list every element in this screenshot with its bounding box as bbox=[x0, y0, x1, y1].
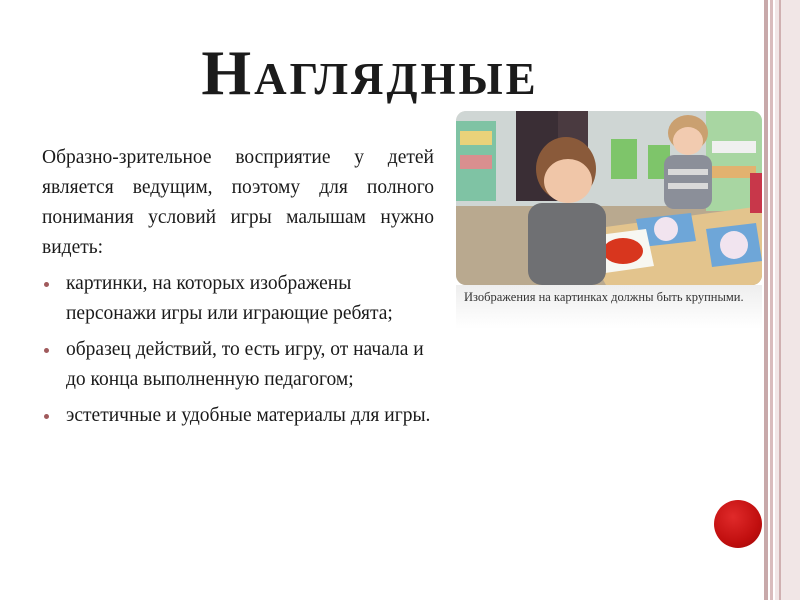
classroom-photo-illustration bbox=[456, 111, 762, 285]
bullet-text: картинки, на которых изображены персонажи игры или играющие ребята; bbox=[66, 273, 393, 324]
intro-paragraph: Образно-зрительное восприятие у детей является ведущим, поэтому для полного понимания условий игры малышам нужно видеть: bbox=[42, 147, 434, 258]
decorative-stripe bbox=[770, 0, 773, 600]
decorative-stripe bbox=[779, 0, 781, 600]
bullet-dot-icon bbox=[44, 348, 49, 353]
bullet-dot-icon bbox=[44, 282, 49, 287]
photo-caption: Изображения на картинках должны быть крупными. bbox=[456, 285, 762, 329]
classroom-photo bbox=[456, 111, 762, 285]
bullet-dot-icon bbox=[44, 414, 49, 419]
bullet-list bbox=[42, 269, 434, 431]
bullet-text: образец действий, то есть игру, от начала и до конца выполненную педагогом; bbox=[66, 339, 424, 390]
body-text bbox=[42, 143, 434, 431]
bullet-item bbox=[42, 335, 434, 395]
bullet-text: эстетичные и удобные материалы для игры. bbox=[66, 405, 431, 426]
bullet-item bbox=[42, 401, 434, 431]
decorative-stripe bbox=[764, 0, 768, 600]
decorative-red-circle bbox=[714, 500, 762, 548]
bullet-item bbox=[42, 269, 434, 329]
slide-title: Наглядные bbox=[201, 37, 539, 108]
